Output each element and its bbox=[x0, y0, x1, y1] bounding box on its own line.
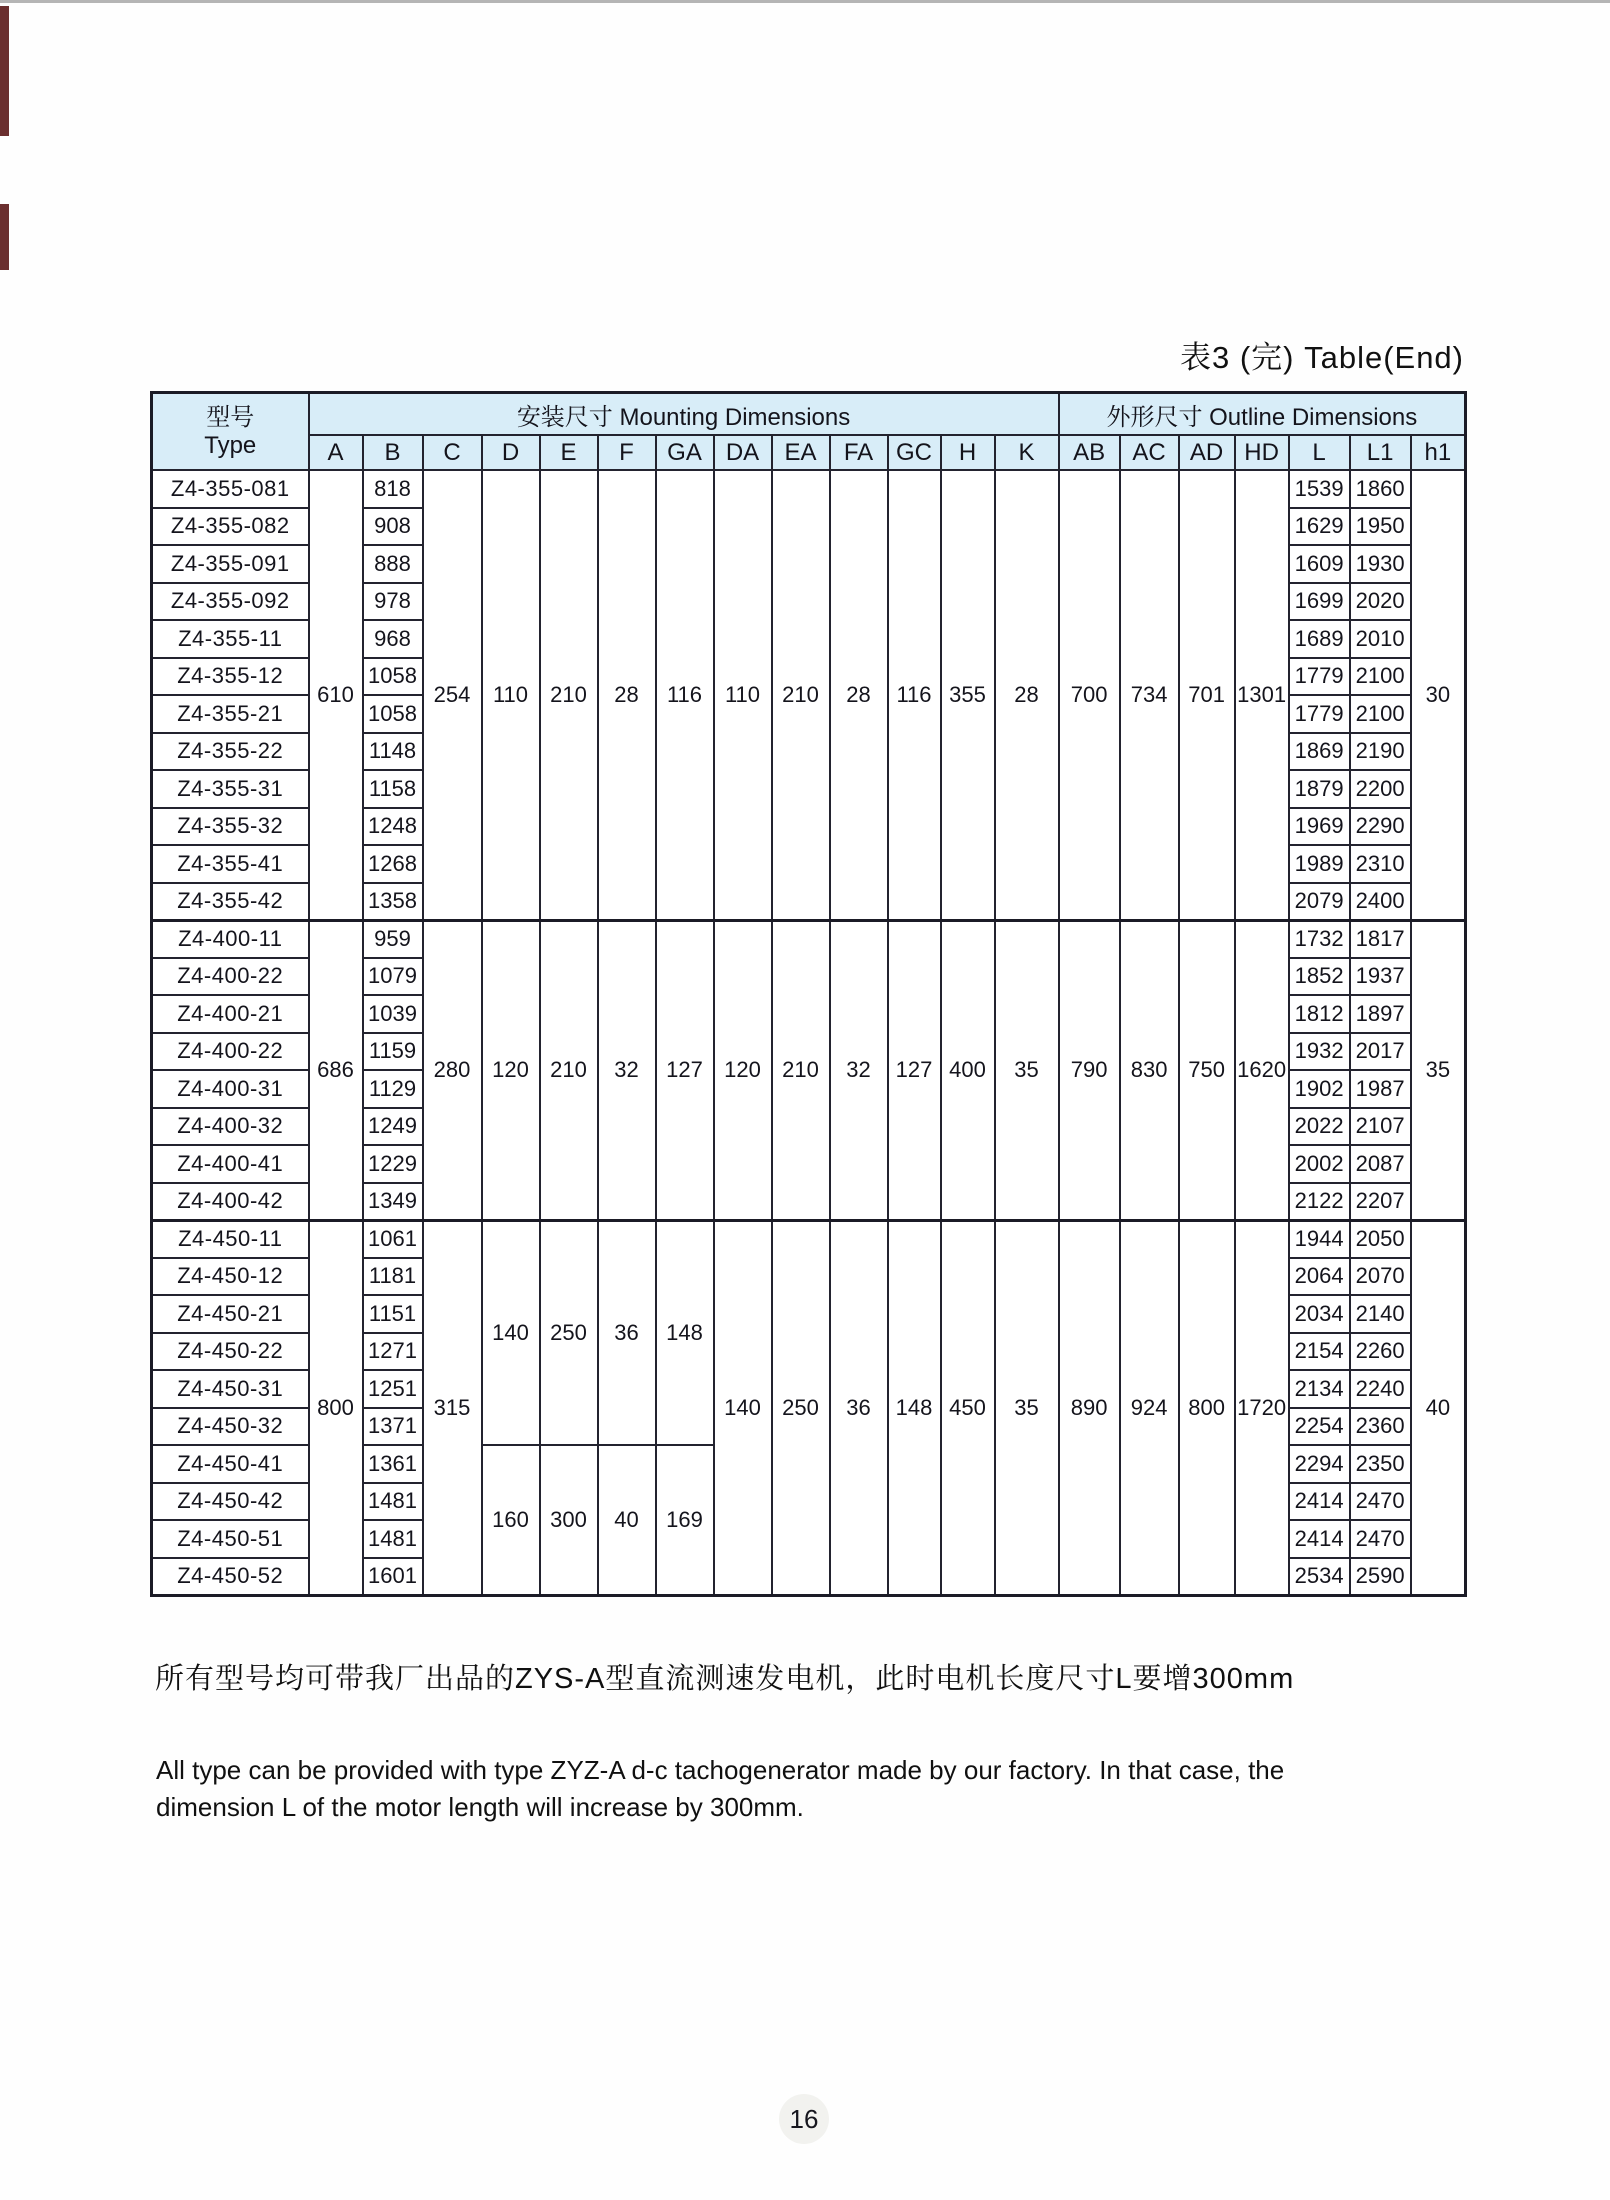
cell-A: 686 bbox=[309, 920, 363, 1220]
column-header-AD: AD bbox=[1179, 435, 1235, 470]
cell-GC: 127 bbox=[888, 920, 941, 1220]
cell-GC: 148 bbox=[888, 1220, 941, 1595]
cell-F: 28 bbox=[598, 470, 656, 920]
column-header-B: B bbox=[363, 435, 423, 470]
cell-EA: 250 bbox=[772, 1220, 830, 1595]
cell-B: 1148 bbox=[363, 733, 423, 771]
type-cell: Z4-355-31 bbox=[152, 770, 309, 808]
footnote-english-line1: All type can be provided with type ZYZ-A d-c tachogenerator made by our factory. In that case, the bbox=[156, 1755, 1285, 1785]
cell-L: 1699 bbox=[1289, 583, 1350, 621]
cell-h1: 40 bbox=[1411, 1220, 1466, 1595]
cell-GA: 148 bbox=[656, 1220, 714, 1445]
cell-B: 888 bbox=[363, 545, 423, 583]
cell-DA: 120 bbox=[714, 920, 772, 1220]
type-cell: Z4-450-22 bbox=[152, 1333, 309, 1371]
type-cell: Z4-355-11 bbox=[152, 620, 309, 658]
type-cell: Z4-450-12 bbox=[152, 1258, 309, 1296]
column-header-EA: EA bbox=[772, 435, 830, 470]
cell-L1: 1987 bbox=[1350, 1070, 1411, 1108]
cell-L1: 2207 bbox=[1350, 1183, 1411, 1221]
cell-D: 110 bbox=[482, 470, 540, 920]
page-top-edge-line bbox=[0, 0, 1610, 3]
cell-L: 1869 bbox=[1289, 733, 1350, 771]
column-header-HD: HD bbox=[1235, 435, 1289, 470]
type-cell: Z4-355-092 bbox=[152, 583, 309, 621]
type-cell: Z4-355-41 bbox=[152, 845, 309, 883]
column-header-E: E bbox=[540, 435, 598, 470]
type-cell: Z4-400-32 bbox=[152, 1108, 309, 1146]
cell-L1: 1930 bbox=[1350, 545, 1411, 583]
cell-L: 2294 bbox=[1289, 1445, 1350, 1483]
type-cell: Z4-400-22 bbox=[152, 958, 309, 996]
cell-L: 1989 bbox=[1289, 845, 1350, 883]
cell-F: 36 bbox=[598, 1220, 656, 1445]
cell-h1: 35 bbox=[1411, 920, 1466, 1220]
type-cell: Z4-355-12 bbox=[152, 658, 309, 696]
cell-B: 959 bbox=[363, 920, 423, 958]
cell-E: 210 bbox=[540, 920, 598, 1220]
left-edge-bar-2 bbox=[0, 204, 9, 270]
type-cell: Z4-450-32 bbox=[152, 1408, 309, 1446]
cell-F: 40 bbox=[598, 1445, 656, 1595]
column-header-AC: AC bbox=[1120, 435, 1179, 470]
type-label-zh: 型号 bbox=[206, 403, 255, 431]
cell-L1: 2070 bbox=[1350, 1258, 1411, 1296]
cell-L1: 2290 bbox=[1350, 808, 1411, 846]
cell-L1: 1817 bbox=[1350, 920, 1411, 958]
cell-h1: 30 bbox=[1411, 470, 1466, 920]
type-cell: Z4-450-52 bbox=[152, 1558, 309, 1596]
cell-H: 355 bbox=[941, 470, 995, 920]
cell-DA: 110 bbox=[714, 470, 772, 920]
type-cell: Z4-450-51 bbox=[152, 1520, 309, 1558]
cell-L: 1879 bbox=[1289, 770, 1350, 808]
cell-L1: 2240 bbox=[1350, 1370, 1411, 1408]
cell-L: 1969 bbox=[1289, 808, 1350, 846]
column-header-h1: h1 bbox=[1411, 435, 1466, 470]
cell-E: 250 bbox=[540, 1220, 598, 1445]
column-header-K: K bbox=[995, 435, 1059, 470]
footnote-chinese: 所有型号均可带我厂出品的ZYS-A型直流测速发电机，此时电机长度尺寸L要增300mm bbox=[155, 1663, 1295, 1695]
cell-D: 140 bbox=[482, 1220, 540, 1445]
table-row bbox=[152, 470, 1466, 508]
type-cell: Z4-355-22 bbox=[152, 733, 309, 771]
cell-AC: 924 bbox=[1120, 1220, 1179, 1595]
cell-AC: 830 bbox=[1120, 920, 1179, 1220]
left-edge-bar-1 bbox=[0, 6, 9, 136]
table-row bbox=[152, 1220, 1466, 1258]
cell-B: 1129 bbox=[363, 1070, 423, 1108]
cell-AB: 790 bbox=[1059, 920, 1120, 1220]
cell-K: 35 bbox=[995, 920, 1059, 1220]
cell-L: 1629 bbox=[1289, 508, 1350, 546]
cell-L1: 2107 bbox=[1350, 1108, 1411, 1146]
column-header-H: H bbox=[941, 435, 995, 470]
column-header-AB: AB bbox=[1059, 435, 1120, 470]
cell-L: 1689 bbox=[1289, 620, 1350, 658]
cell-AB: 890 bbox=[1059, 1220, 1120, 1595]
cell-L: 1779 bbox=[1289, 658, 1350, 696]
cell-B: 1039 bbox=[363, 995, 423, 1033]
cell-L1: 2200 bbox=[1350, 770, 1411, 808]
cell-C: 315 bbox=[423, 1220, 482, 1595]
cell-HD: 1720 bbox=[1235, 1220, 1289, 1595]
cell-L1: 2470 bbox=[1350, 1520, 1411, 1558]
cell-GA: 127 bbox=[656, 920, 714, 1220]
cell-B: 1371 bbox=[363, 1408, 423, 1446]
cell-AC: 734 bbox=[1120, 470, 1179, 920]
type-column-header bbox=[152, 393, 309, 471]
cell-L1: 1860 bbox=[1350, 470, 1411, 508]
page-number-value: 16 bbox=[789, 2103, 819, 2134]
cell-L1: 2050 bbox=[1350, 1220, 1411, 1258]
type-cell: Z4-400-21 bbox=[152, 995, 309, 1033]
cell-B: 1249 bbox=[363, 1108, 423, 1146]
type-cell: Z4-355-091 bbox=[152, 545, 309, 583]
footnote-english bbox=[156, 1752, 1376, 1826]
cell-L: 2134 bbox=[1289, 1370, 1350, 1408]
cell-L: 2022 bbox=[1289, 1108, 1350, 1146]
cell-L1: 1937 bbox=[1350, 958, 1411, 996]
cell-L: 1902 bbox=[1289, 1070, 1350, 1108]
type-cell: Z4-355-42 bbox=[152, 883, 309, 921]
cell-D: 120 bbox=[482, 920, 540, 1220]
cell-F: 32 bbox=[598, 920, 656, 1220]
cell-B: 1229 bbox=[363, 1145, 423, 1183]
cell-B: 1481 bbox=[363, 1483, 423, 1521]
cell-B: 1358 bbox=[363, 883, 423, 921]
type-cell: Z4-355-081 bbox=[152, 470, 309, 508]
cell-E: 300 bbox=[540, 1445, 598, 1595]
type-cell: Z4-450-31 bbox=[152, 1370, 309, 1408]
type-cell: Z4-400-22 bbox=[152, 1033, 309, 1071]
cell-L: 1944 bbox=[1289, 1220, 1350, 1258]
cell-L: 2079 bbox=[1289, 883, 1350, 921]
cell-L1: 2020 bbox=[1350, 583, 1411, 621]
outline-dimensions-header: 外形尺寸 Outline Dimensions bbox=[1059, 393, 1466, 436]
cell-C: 254 bbox=[423, 470, 482, 920]
cell-B: 1151 bbox=[363, 1295, 423, 1333]
type-cell: Z4-450-42 bbox=[152, 1483, 309, 1521]
cell-AD: 701 bbox=[1179, 470, 1235, 920]
cell-B: 818 bbox=[363, 470, 423, 508]
cell-D: 160 bbox=[482, 1445, 540, 1595]
cell-B: 1271 bbox=[363, 1333, 423, 1371]
cell-B: 1268 bbox=[363, 845, 423, 883]
cell-B: 1159 bbox=[363, 1033, 423, 1071]
cell-B: 978 bbox=[363, 583, 423, 621]
cell-FA: 28 bbox=[830, 470, 888, 920]
cell-K: 28 bbox=[995, 470, 1059, 920]
cell-B: 1058 bbox=[363, 695, 423, 733]
cell-HD: 1620 bbox=[1235, 920, 1289, 1220]
cell-B: 908 bbox=[363, 508, 423, 546]
cell-FA: 36 bbox=[830, 1220, 888, 1595]
cell-L: 1732 bbox=[1289, 920, 1350, 958]
cell-L: 2034 bbox=[1289, 1295, 1350, 1333]
cell-EA: 210 bbox=[772, 920, 830, 1220]
cell-B: 1248 bbox=[363, 808, 423, 846]
cell-C: 280 bbox=[423, 920, 482, 1220]
cell-B: 1061 bbox=[363, 1220, 423, 1258]
column-header-D: D bbox=[482, 435, 540, 470]
type-cell: Z4-400-11 bbox=[152, 920, 309, 958]
type-cell: Z4-400-31 bbox=[152, 1070, 309, 1108]
cell-L: 2002 bbox=[1289, 1145, 1350, 1183]
cell-DA: 140 bbox=[714, 1220, 772, 1595]
mounting-dimensions-header: 安装尺寸 Mounting Dimensions bbox=[309, 393, 1059, 436]
cell-K: 35 bbox=[995, 1220, 1059, 1595]
type-cell: Z4-450-41 bbox=[152, 1445, 309, 1483]
cell-B: 1481 bbox=[363, 1520, 423, 1558]
cell-B: 1349 bbox=[363, 1183, 423, 1221]
cell-B: 1251 bbox=[363, 1370, 423, 1408]
cell-HD: 1301 bbox=[1235, 470, 1289, 920]
cell-L1: 2140 bbox=[1350, 1295, 1411, 1333]
cell-B: 1601 bbox=[363, 1558, 423, 1596]
cell-L1: 2087 bbox=[1350, 1145, 1411, 1183]
footnote-english-line2: dimension L of the motor length will increase by 300mm. bbox=[156, 1792, 804, 1822]
cell-H: 450 bbox=[941, 1220, 995, 1595]
cell-L1: 2310 bbox=[1350, 845, 1411, 883]
cell-GA: 169 bbox=[656, 1445, 714, 1595]
column-header-GA: GA bbox=[656, 435, 714, 470]
cell-L1: 1950 bbox=[1350, 508, 1411, 546]
cell-L1: 2010 bbox=[1350, 620, 1411, 658]
cell-L: 1609 bbox=[1289, 545, 1350, 583]
cell-B: 1361 bbox=[363, 1445, 423, 1483]
cell-L: 2254 bbox=[1289, 1408, 1350, 1446]
cell-L: 1539 bbox=[1289, 470, 1350, 508]
cell-L: 1932 bbox=[1289, 1033, 1350, 1071]
type-cell: Z4-355-082 bbox=[152, 508, 309, 546]
cell-B: 968 bbox=[363, 620, 423, 658]
cell-E: 210 bbox=[540, 470, 598, 920]
cell-L: 1812 bbox=[1289, 995, 1350, 1033]
cell-AB: 700 bbox=[1059, 470, 1120, 920]
type-label-en: Type bbox=[204, 431, 257, 459]
type-cell: Z4-355-21 bbox=[152, 695, 309, 733]
page-number bbox=[779, 2094, 829, 2144]
cell-A: 800 bbox=[309, 1220, 363, 1595]
cell-L1: 2017 bbox=[1350, 1033, 1411, 1071]
type-cell: Z4-355-32 bbox=[152, 808, 309, 846]
dimensions-table bbox=[150, 391, 1467, 1597]
type-cell: Z4-450-21 bbox=[152, 1295, 309, 1333]
cell-L1: 2360 bbox=[1350, 1408, 1411, 1446]
table-row bbox=[152, 920, 1466, 958]
type-cell: Z4-450-11 bbox=[152, 1220, 309, 1258]
cell-FA: 32 bbox=[830, 920, 888, 1220]
column-header-L1: L1 bbox=[1350, 435, 1411, 470]
cell-AD: 750 bbox=[1179, 920, 1235, 1220]
cell-GA: 116 bbox=[656, 470, 714, 920]
cell-L1: 2190 bbox=[1350, 733, 1411, 771]
cell-L: 2154 bbox=[1289, 1333, 1350, 1371]
table-title: 表3 (完) Table(End) bbox=[1179, 340, 1464, 375]
type-cell: Z4-400-41 bbox=[152, 1145, 309, 1183]
cell-B: 1181 bbox=[363, 1258, 423, 1296]
cell-L: 2534 bbox=[1289, 1558, 1350, 1596]
cell-L: 2064 bbox=[1289, 1258, 1350, 1296]
cell-L1: 2100 bbox=[1350, 695, 1411, 733]
cell-GC: 116 bbox=[888, 470, 941, 920]
cell-L1: 2470 bbox=[1350, 1483, 1411, 1521]
cell-B: 1158 bbox=[363, 770, 423, 808]
cell-L1: 2590 bbox=[1350, 1558, 1411, 1596]
column-header-FA: FA bbox=[830, 435, 888, 470]
cell-L1: 1897 bbox=[1350, 995, 1411, 1033]
column-header-C: C bbox=[423, 435, 482, 470]
cell-L: 2414 bbox=[1289, 1483, 1350, 1521]
cell-L: 1779 bbox=[1289, 695, 1350, 733]
cell-L1: 2400 bbox=[1350, 883, 1411, 921]
cell-AD: 800 bbox=[1179, 1220, 1235, 1595]
cell-L1: 2100 bbox=[1350, 658, 1411, 696]
cell-A: 610 bbox=[309, 470, 363, 920]
cell-H: 400 bbox=[941, 920, 995, 1220]
cell-L1: 2260 bbox=[1350, 1333, 1411, 1371]
column-header-GC: GC bbox=[888, 435, 941, 470]
cell-L: 2122 bbox=[1289, 1183, 1350, 1221]
cell-L: 2414 bbox=[1289, 1520, 1350, 1558]
column-header-DA: DA bbox=[714, 435, 772, 470]
type-cell: Z4-400-42 bbox=[152, 1183, 309, 1221]
cell-L: 1852 bbox=[1289, 958, 1350, 996]
cell-B: 1079 bbox=[363, 958, 423, 996]
column-header-F: F bbox=[598, 435, 656, 470]
column-header-L: L bbox=[1289, 435, 1350, 470]
cell-B: 1058 bbox=[363, 658, 423, 696]
cell-L1: 2350 bbox=[1350, 1445, 1411, 1483]
column-header-A: A bbox=[309, 435, 363, 470]
cell-EA: 210 bbox=[772, 470, 830, 920]
